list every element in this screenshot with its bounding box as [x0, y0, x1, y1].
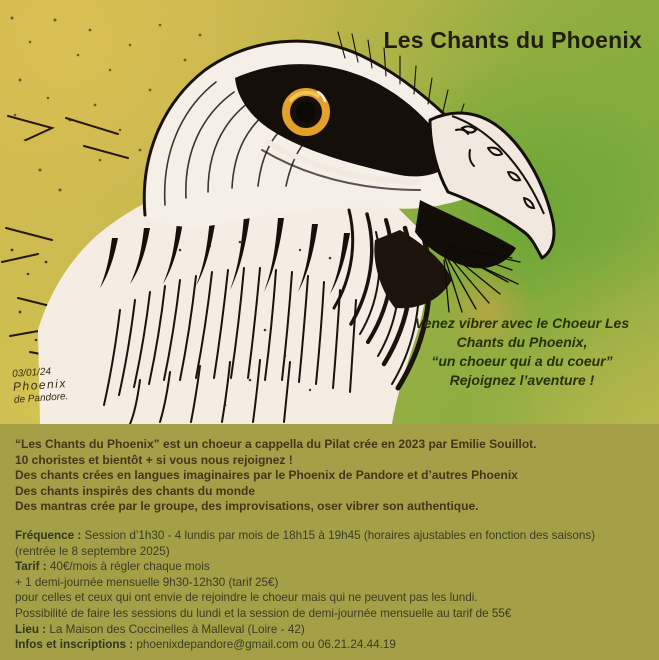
about-line: 10 choristes et bientôt + si vous nous rejoignez ! [15, 452, 293, 467]
stanza-line: Rejoignez l’aventure ! [449, 372, 595, 388]
detail-line-pour-celles: pour celles et ceux qui ont envie de rejoindre le choeur mais qui ne peuvent pas les lundi. [15, 591, 478, 605]
detail-line-demi-journee: + 1 demi-journée mensuelle 9h30-12h30 (tarif 25€) [15, 575, 279, 589]
signature-date: 03/01/24 [11, 366, 52, 380]
signature-name: Phoenix [12, 376, 68, 394]
detail-line-tarif: Tarif : 40€/mois à régler chaque mois [15, 560, 210, 574]
detail-line-rentree: (rentrée le 8 septembre 2025) [15, 544, 170, 558]
detail-line-lieu: Lieu : La Maison des Coccinelles à Malleval (Loire - 42) [15, 622, 305, 636]
stanza-line: Chants du Phoenix, [456, 334, 588, 350]
stanza-line: Venez vibrer avec le Choeur Les [414, 315, 630, 331]
poster-title: Les Chants du Phoenix [383, 27, 642, 53]
invitation-stanza [394, 314, 650, 390]
signature-name2: de Pandore. [13, 391, 69, 406]
practical-details-block [15, 528, 649, 653]
stanza-line: “un choeur qui a du coeur” [431, 353, 613, 369]
about-line: “Les Chants du Phoenix” est un choeur a cappella du Pilat crée en 2023 par Emilie Souillot. [15, 437, 537, 451]
about-line: Des chants crées en langues imaginaires par le Phoenix de Pandore et d’autres Phoenix [15, 468, 518, 483]
detail-label: Lieu : [15, 622, 47, 636]
detail-line-frequence: Fréquence : Session d’1h30 - 4 lundis par mois de 18h15 à 19h45 (horaires ajustables en fonction des saisons) [15, 528, 596, 542]
detail-label: Fréquence : [15, 528, 82, 542]
about-line: Des chants inspirés des chants du monde [15, 483, 256, 498]
detail-line-contact: Infos et inscriptions : phoenixdepandore@gmail.com ou 06.21.24.44.19 [15, 638, 396, 652]
about-line: Des mantras crée par le groupe, des improvisations, oser vibrer son authentique. [15, 499, 479, 514]
info-panel [0, 424, 659, 660]
artist-signature [12, 364, 69, 407]
detail-label: Infos et inscriptions : [15, 638, 134, 652]
detail-line-possibilite: Possibilité de faire les sessions du lundi et la session de demi-journée mensuelle au tarif de 55€ [15, 606, 512, 620]
detail-label: Tarif : [15, 560, 47, 574]
about-choir-block [15, 437, 649, 515]
